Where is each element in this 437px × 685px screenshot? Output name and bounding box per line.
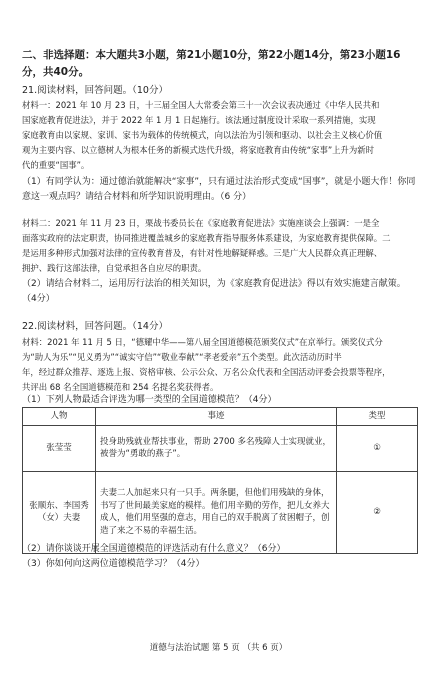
table-row (23, 471, 418, 553)
q21-material1-line: 观为主要内容、以立德树人为根本任务的新模式迭代升级，将家庭教育由传统“家事”上升为新时 (22, 145, 375, 155)
q21-subquestion-2: （2）请结合材料二，运用厉行法治的相关知识，为《家庭教育促进法》得以有效实施建言献策。 (22, 279, 406, 289)
q21-material1-line: 家庭教育由以家规、家训、家书为载体的传统模式，向以法治为引领和驱动、以社会主义核心价值 (22, 130, 383, 140)
q21-material2-line: 材料二：2021 年 11 月 23 日，栗战书委员长在《家庭教育促进法》实施座谈会上强调：一是全 (22, 218, 380, 228)
type-cell: ① (337, 425, 418, 471)
q22-material-line: 共评出 68 名全国道德模范和 254 名提名奖获得者。 (22, 382, 219, 392)
table-row (23, 425, 418, 471)
q21-material2-line: 是运用多种形式加强对法律的宣传教育普及，有针对性地解疑释惑。三是广大人民群众真正理解、 (22, 248, 383, 258)
section-heading-cont: 分，共40分。 (22, 66, 90, 78)
model-table (22, 407, 418, 554)
q22-subquestion-1: （1）下列人物最适合评选为哪一类型的全国道德模范？（4分） (22, 395, 277, 405)
q21-material2-line: 拥护、践行这部法律，自觉承担各自应尽的职责。 (22, 263, 207, 273)
q21-material1-line: 国家庭教育促进法》，并于 2022 年 1 月 1 日起施行。该法通过制度设计采取一系列措施，实现 (22, 115, 376, 125)
q21-material2-line: 面落实政府的法定职责，协同推进覆盖城乡的家庭教育指导服务体系建设，为家庭教育提供保障。二 (22, 233, 391, 243)
section-heading: 二、非选择题：本大题共3小题，第21小题10分，第22小题14分，第23小题16 (22, 49, 401, 61)
q22-subquestion-2: （2）请你谈谈开展全国道德模范的评选活动有什么意义？（6分） (22, 544, 286, 554)
deeds-cell: 夫妻二人加起来只有一只手。两条腿，但他们用残缺的身体，书写了世间最美家庭的模样。他们用辛勤的劳作，把儿女养大成人，他们用坚强的意志，用自己的双手脱离了贫困帽子，创造了来之不易的幸福生活。 (96, 471, 337, 553)
q21-subquestion-1: 意这一观点吗？请结合材料和所学知识说明理由。（6 分） (22, 192, 252, 202)
q22-material-line: 材料：2021 年 11 月 5 日，“德耀中华——第八届全国道德模范颁奖仪式”在京举行。颁奖仪式分 (22, 337, 383, 347)
q22-material-line: 为“助人为乐”“见义勇为”“诚实守信”“敬业奉献”“孝老爱亲”五个类型。此次活动历时半 (22, 352, 342, 362)
q21-title: 21.阅读材料，回答问题。（10分） (22, 85, 168, 96)
q21-subquestion-2: （4分） (22, 294, 55, 304)
type-cell: ② (337, 471, 418, 553)
q22-title: 22.阅读材料，回答问题。（14分） (22, 321, 168, 332)
table-header-row (23, 408, 418, 426)
person-cell: 张顺东、李国秀（女）夫妻 (23, 471, 96, 553)
col-header-type: 类型 (337, 408, 418, 426)
page-footer: 道德与法治试题 第 5 页 （共 6 页） (149, 643, 288, 653)
q21-material1-line: 代的重要“国事”。 (22, 160, 90, 170)
col-header-person: 人物 (23, 408, 96, 426)
person-cell: 张莹莹 (23, 425, 96, 471)
deeds-cell: 投身助残就业帮扶事业，帮助 2700 多名残障人士实现就业，被誉为“勇敢的燕子”。 (96, 425, 337, 471)
q21-subquestion-1: （1）有同学认为：通过德治就能解决“家事”，只有通过法治形式变成“国事”，就是小题大作！你同 (22, 177, 416, 187)
q22-material-line: 年，经过群众推荐、逐选上报、资格审核、公示公众、万名公众代表和全国活动评委会投票等程序， (22, 367, 391, 377)
col-header-deeds: 事迹 (96, 408, 337, 426)
q22-subquestion-3: （3）你如何向这两位道德模范学习？（4分） (22, 559, 205, 569)
q21-material1-line: 材料一：2021 年 10 月 23 日，十三届全国人大常委会第三十一次会议表决通过《中华人民共和 (22, 100, 380, 110)
